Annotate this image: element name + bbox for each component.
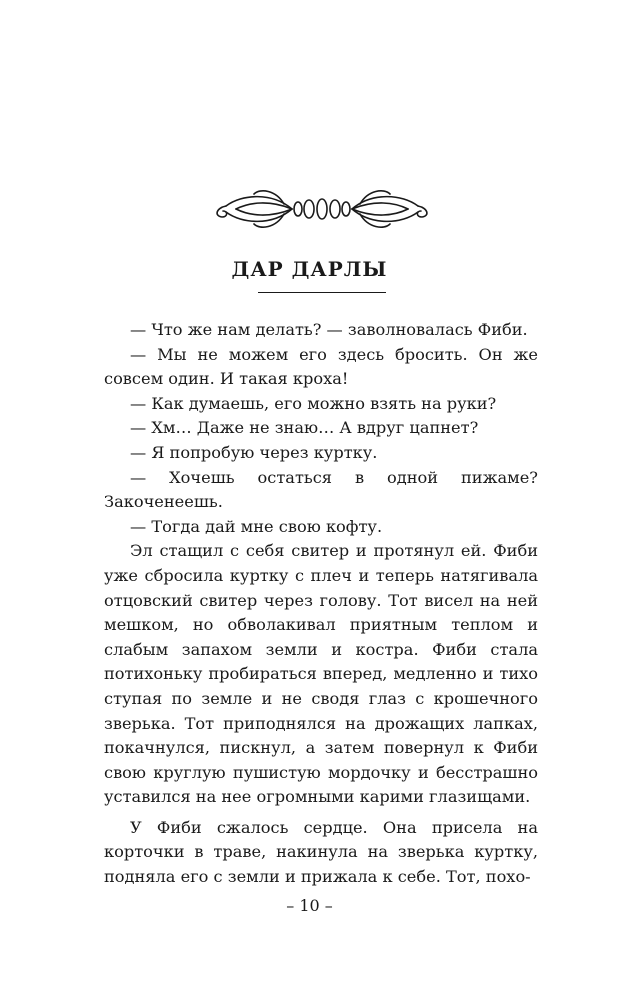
- paragraph: — Мы не можем его здесь бросить. Он же совсем один. И такая кроха!: [104, 344, 538, 389]
- paragraph: — Тогда дай мне свою кофту.: [130, 516, 383, 536]
- page-number: – 10 –: [286, 896, 333, 915]
- paragraph: Эл стащил с себя свитер и протянул ей. Фиби уже сбросила куртку с плеч и теперь натягивала отцовский свитер через голову. Тот висел на ней мешком, но обволакивал приятным теплом и слабым запахом земли и костра. Фиби стала потихоньку пробираться вперед, медленно и тихо ступая по земле и не сводя глаз с крошечного зверька. Тот приподнялся на дрожащих лапках, покачнулся, пискнул, а затем повернул к Фиби свою круглую пушистую мордочку и бесстрашно уставился на нее огромными карими глазищами.: [104, 541, 538, 807]
- paragraph: — Я попробую через куртку.: [130, 442, 378, 462]
- flourish-divider-icon: [212, 186, 432, 232]
- title-underline: [258, 292, 386, 293]
- paragraph: — Хочешь остаться в одной пижаме? Закоченеешь.: [104, 467, 538, 512]
- body-text: [104, 318, 538, 890]
- chapter-title: ДАР ДАРЛЫ: [231, 257, 388, 281]
- paragraph: — Что же нам делать? — заволновалась Фиби.: [130, 320, 528, 339]
- paragraph: — Как думаешь, его можно взять на руки?: [130, 393, 497, 413]
- paragraph: У Фиби сжалось сердце. Она присела на корточки в траве, накинула на зверька куртку, подняла его с земли и прижала к себе. Тот, похо-: [104, 817, 538, 887]
- paragraph: — Хм… Даже не знаю… А вдруг цапнет?: [130, 418, 479, 438]
